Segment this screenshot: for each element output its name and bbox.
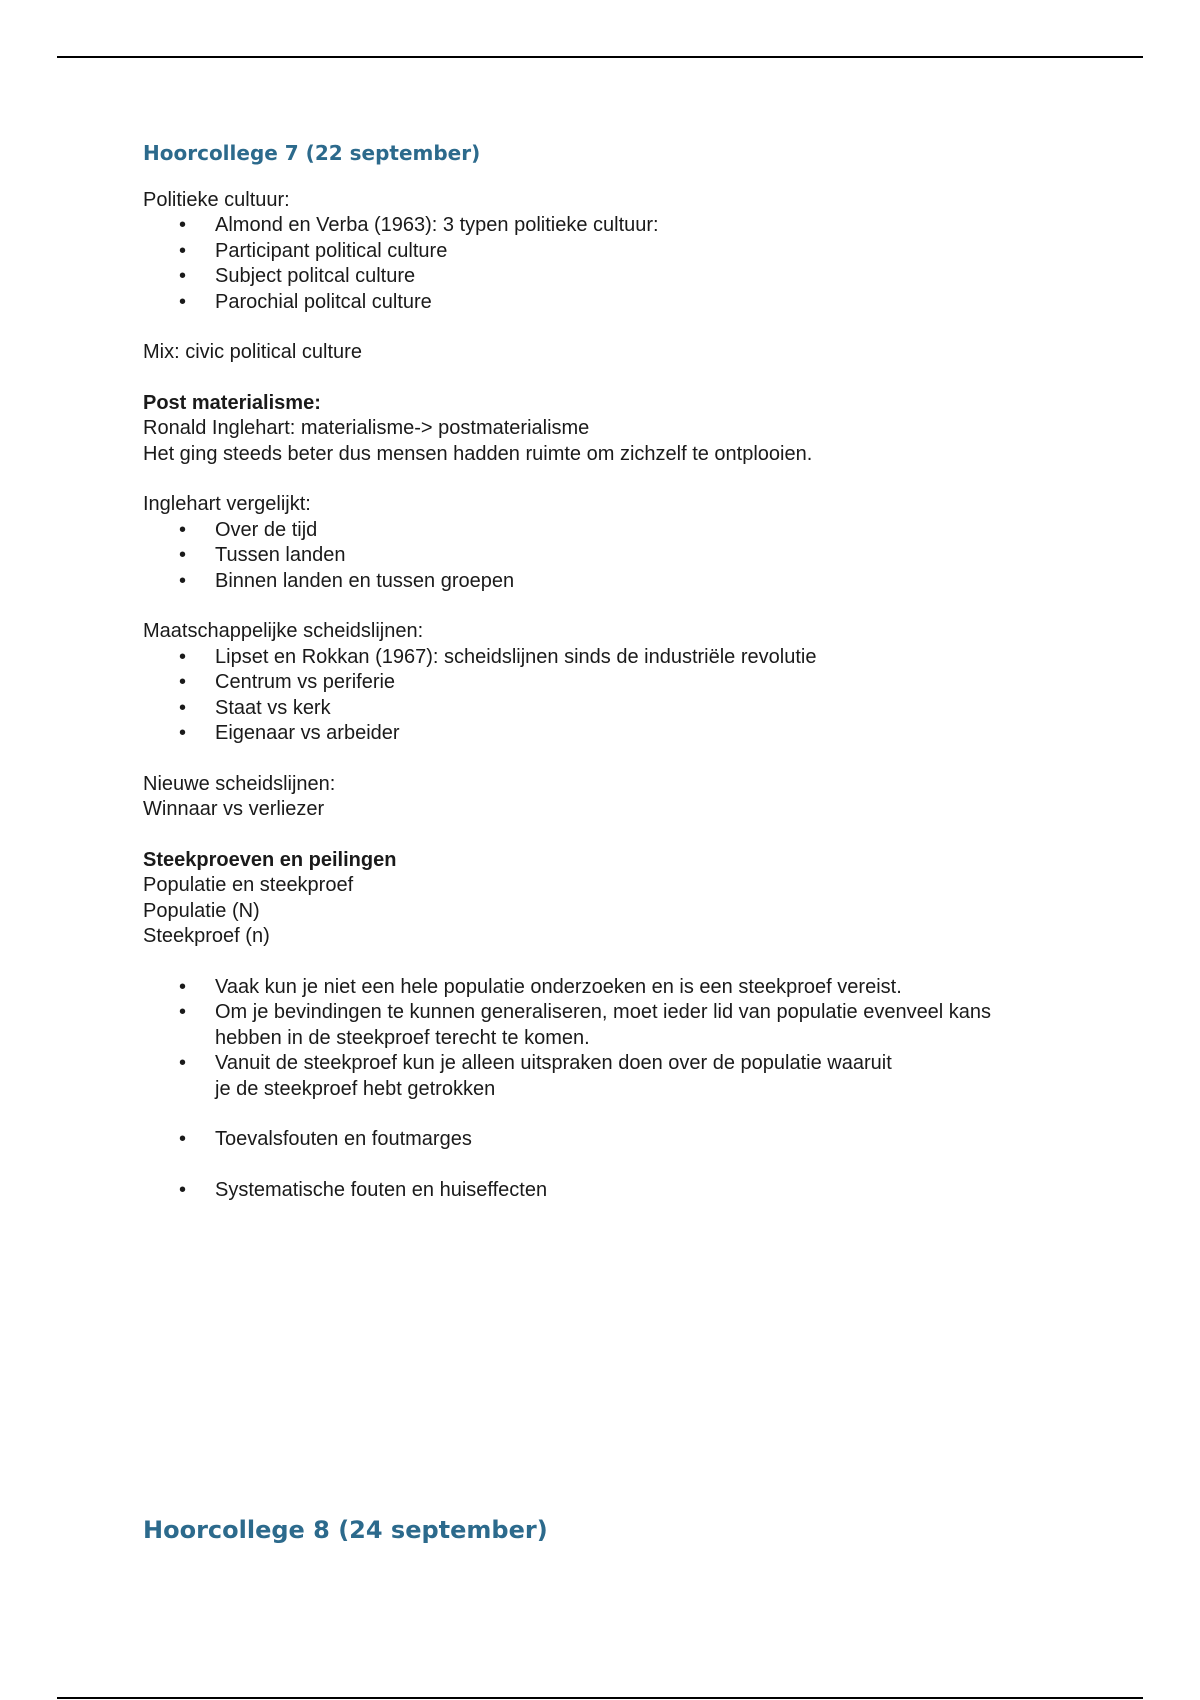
document-body	[143, 141, 1063, 1203]
list-item: • Parochial politcal culture	[143, 290, 1063, 316]
samples-line: Populatie en steekproef	[143, 874, 354, 896]
new-cleavages-line: Winnaar vs verliezer	[143, 798, 325, 820]
list-item: • Subject politcal culture	[143, 264, 1063, 290]
post-materialism-title: Post materialisme:	[143, 391, 321, 414]
political-culture-label: Politieke cultuur:	[143, 188, 290, 211]
list-item: • Almond en Verba (1963): 3 typen politieke cultuur:	[143, 213, 1063, 239]
list-item: • Participant political culture	[143, 239, 1063, 265]
political-culture-list	[143, 213, 1063, 315]
list-item: • Vanuit de steekproef kun je alleen uitspraken doen over de populatie waaruit je de steekproef hebt getrokken	[143, 1051, 905, 1102]
cleavages-list	[143, 645, 1063, 747]
list-item: • Lipset en Rokkan (1967): scheidslijnen sinds de industriële revolutie	[143, 645, 1063, 671]
list-item: • Systematische fouten en huiseffecten	[143, 1178, 1063, 1204]
errors-list	[143, 1127, 1063, 1153]
lecture7-heading: Hoorcollege 7 (22 september)	[143, 141, 481, 165]
list-item: • Toevalsfouten en foutmarges	[143, 1127, 1063, 1153]
samples-list	[143, 975, 1063, 1103]
mix-line: Mix: civic political culture	[143, 341, 362, 363]
bottom-rule	[57, 1697, 1143, 1699]
top-rule	[57, 56, 1143, 58]
list-item: • Staat vs kerk	[143, 696, 1063, 722]
list-item: • Om je bevindingen te kunnen generaliseren, moet ieder lid van populatie evenveel kans hebben in de steekproef terecht te komen.	[143, 1000, 1063, 1051]
inglehart-label: Inglehart vergelijkt:	[143, 493, 311, 515]
samples-line: Steekproef (n)	[143, 925, 270, 947]
list-item: • Centrum vs periferie	[143, 670, 1063, 696]
list-item: • Eigenaar vs arbeider	[143, 721, 1063, 747]
lecture8-heading: Hoorcollege 8 (24 september)	[143, 1516, 548, 1544]
samples-title: Steekproeven en peilingen	[143, 848, 397, 871]
post-materialism-line2: Het ging steeds beter dus mensen hadden ruimte om zichzelf te ontplooien.	[143, 442, 813, 465]
inglehart-list	[143, 518, 1063, 595]
list-item: • Vaak kun je niet een hele populatie onderzoeken en is een steekproef vereist.	[143, 975, 1063, 1001]
samples-line: Populatie (N)	[143, 899, 260, 922]
list-item: • Over de tijd	[143, 518, 1063, 544]
list-item: • Binnen landen en tussen groepen	[143, 569, 1063, 595]
systematic-list	[143, 1178, 1063, 1204]
list-item: • Tussen landen	[143, 543, 1063, 569]
post-materialism-line1: Ronald Inglehart: materialisme-> postmaterialisme	[143, 417, 590, 439]
new-cleavages-label: Nieuwe scheidslijnen:	[143, 772, 336, 795]
cleavages-label: Maatschappelijke scheidslijnen:	[143, 620, 424, 642]
